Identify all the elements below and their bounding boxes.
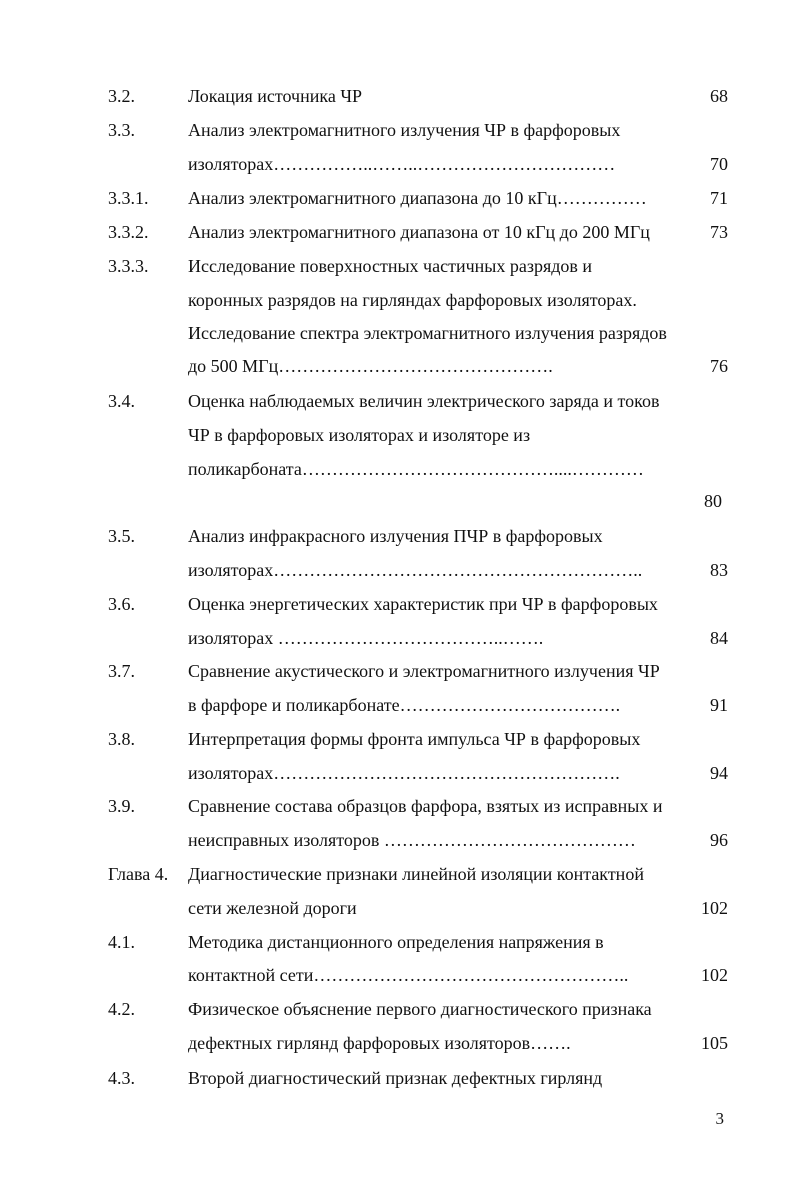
toc-number: 4.1. [108, 932, 135, 952]
toc-title-line: сети железной дороги [188, 898, 357, 918]
toc-page: 102 [701, 965, 728, 985]
toc-page: 96 [710, 830, 728, 850]
toc-page: 76 [710, 356, 728, 376]
toc-page: 91 [710, 695, 728, 715]
toc-page: 83 [710, 560, 728, 580]
toc-title-line: Оценка энергетических характеристик при ЧР в фарфоровых [188, 594, 658, 614]
toc-number: 3.2. [108, 86, 135, 106]
toc-title-line: коронных разрядов на гирляндах фарфоровых изоляторах. [188, 290, 637, 310]
toc-title-line: дефектных гирлянд фарфоровых изоляторов……. [188, 1033, 571, 1053]
toc-number: Глава 4. [108, 864, 169, 884]
toc-title-line: в фарфоре и поликарбонате………………………………. [188, 695, 621, 715]
toc-title-line: Интерпретация формы фронта импульса ЧР в фарфоровых [188, 729, 641, 749]
toc-title-line: Анализ инфракрасного излучения ПЧР в фарфоровых [188, 526, 603, 546]
toc-number: 3.9. [108, 796, 135, 816]
toc-page: 71 [710, 188, 728, 208]
toc-title-line: Оценка наблюдаемых величин электрического заряда и токов [188, 391, 660, 411]
toc-page: 94 [710, 763, 728, 783]
toc-title-line: контактной сети…………………………………………….. [188, 965, 629, 985]
toc-title-line: ЧР в фарфоровых изоляторах и изоляторе из [188, 425, 531, 445]
toc-title-line: изоляторах…………………………………………………. [188, 763, 620, 783]
toc-number: 3.8. [108, 729, 135, 749]
toc-title-line: изоляторах……………..……..…………………………… [188, 154, 616, 174]
toc-page: 102 [701, 898, 728, 918]
toc-title-line: Анализ электромагнитного диапазона от 10 кГц до 200 МГц [188, 222, 650, 242]
toc-number: 3.3.3. [108, 256, 149, 276]
toc-title-line: Анализ электромагнитного диапазона до 10 кГц…………… [188, 188, 647, 208]
toc-title-line: изоляторах…………………………………………………….. [188, 560, 643, 580]
toc-page: 73 [710, 222, 728, 242]
toc-page: 105 [701, 1033, 728, 1053]
toc-title-line: Анализ электромагнитного излучения ЧР в фарфоровых [188, 120, 621, 140]
toc-title-line: Методика дистанционного определения напряжения в [188, 932, 604, 952]
toc-number: 3.3.1. [108, 188, 149, 208]
toc-title-line: Сравнение акустического и электромагнитного излучения ЧР [188, 661, 660, 681]
toc-title-line: до 500 МГц………………………………………. [188, 356, 553, 376]
page-number: 3 [715, 1109, 724, 1128]
toc-page: 80 [704, 491, 722, 511]
toc-title-line: Исследование поверхностных частичных разрядов и [188, 256, 593, 276]
toc-number: 3.5. [108, 526, 135, 546]
toc-number: 3.3.2. [108, 222, 149, 242]
toc-number: 3.4. [108, 391, 135, 411]
toc-number: 4.2. [108, 999, 135, 1019]
toc-title-line: изоляторах ………………………………..……. [188, 628, 544, 648]
toc-number: 3.7. [108, 661, 135, 681]
toc-title-line: неисправных изоляторов …………………………………… [188, 830, 636, 850]
toc-title-line: поликарбоната……………………………………....………… [188, 459, 644, 479]
toc-title-line: Сравнение состава образцов фарфора, взятых из исправных и [188, 796, 663, 816]
toc-title-line: Локация источника ЧР [188, 86, 363, 106]
toc-number: 4.3. [108, 1068, 135, 1088]
toc-title-line: Физическое объяснение первого диагностического признака [188, 999, 652, 1019]
toc-number: 3.3. [108, 120, 135, 140]
toc-page: 68 [710, 86, 728, 106]
toc-title-line: Диагностические признаки линейной изоляции контактной [188, 864, 644, 884]
toc-page: 84 [710, 628, 728, 648]
toc-title-line: Исследование спектра электромагнитного излучения разрядов [188, 323, 667, 343]
toc-title-line: Второй диагностический признак дефектных гирлянд [188, 1068, 603, 1088]
toc-page: 70 [710, 154, 728, 174]
toc-number: 3.6. [108, 594, 135, 614]
